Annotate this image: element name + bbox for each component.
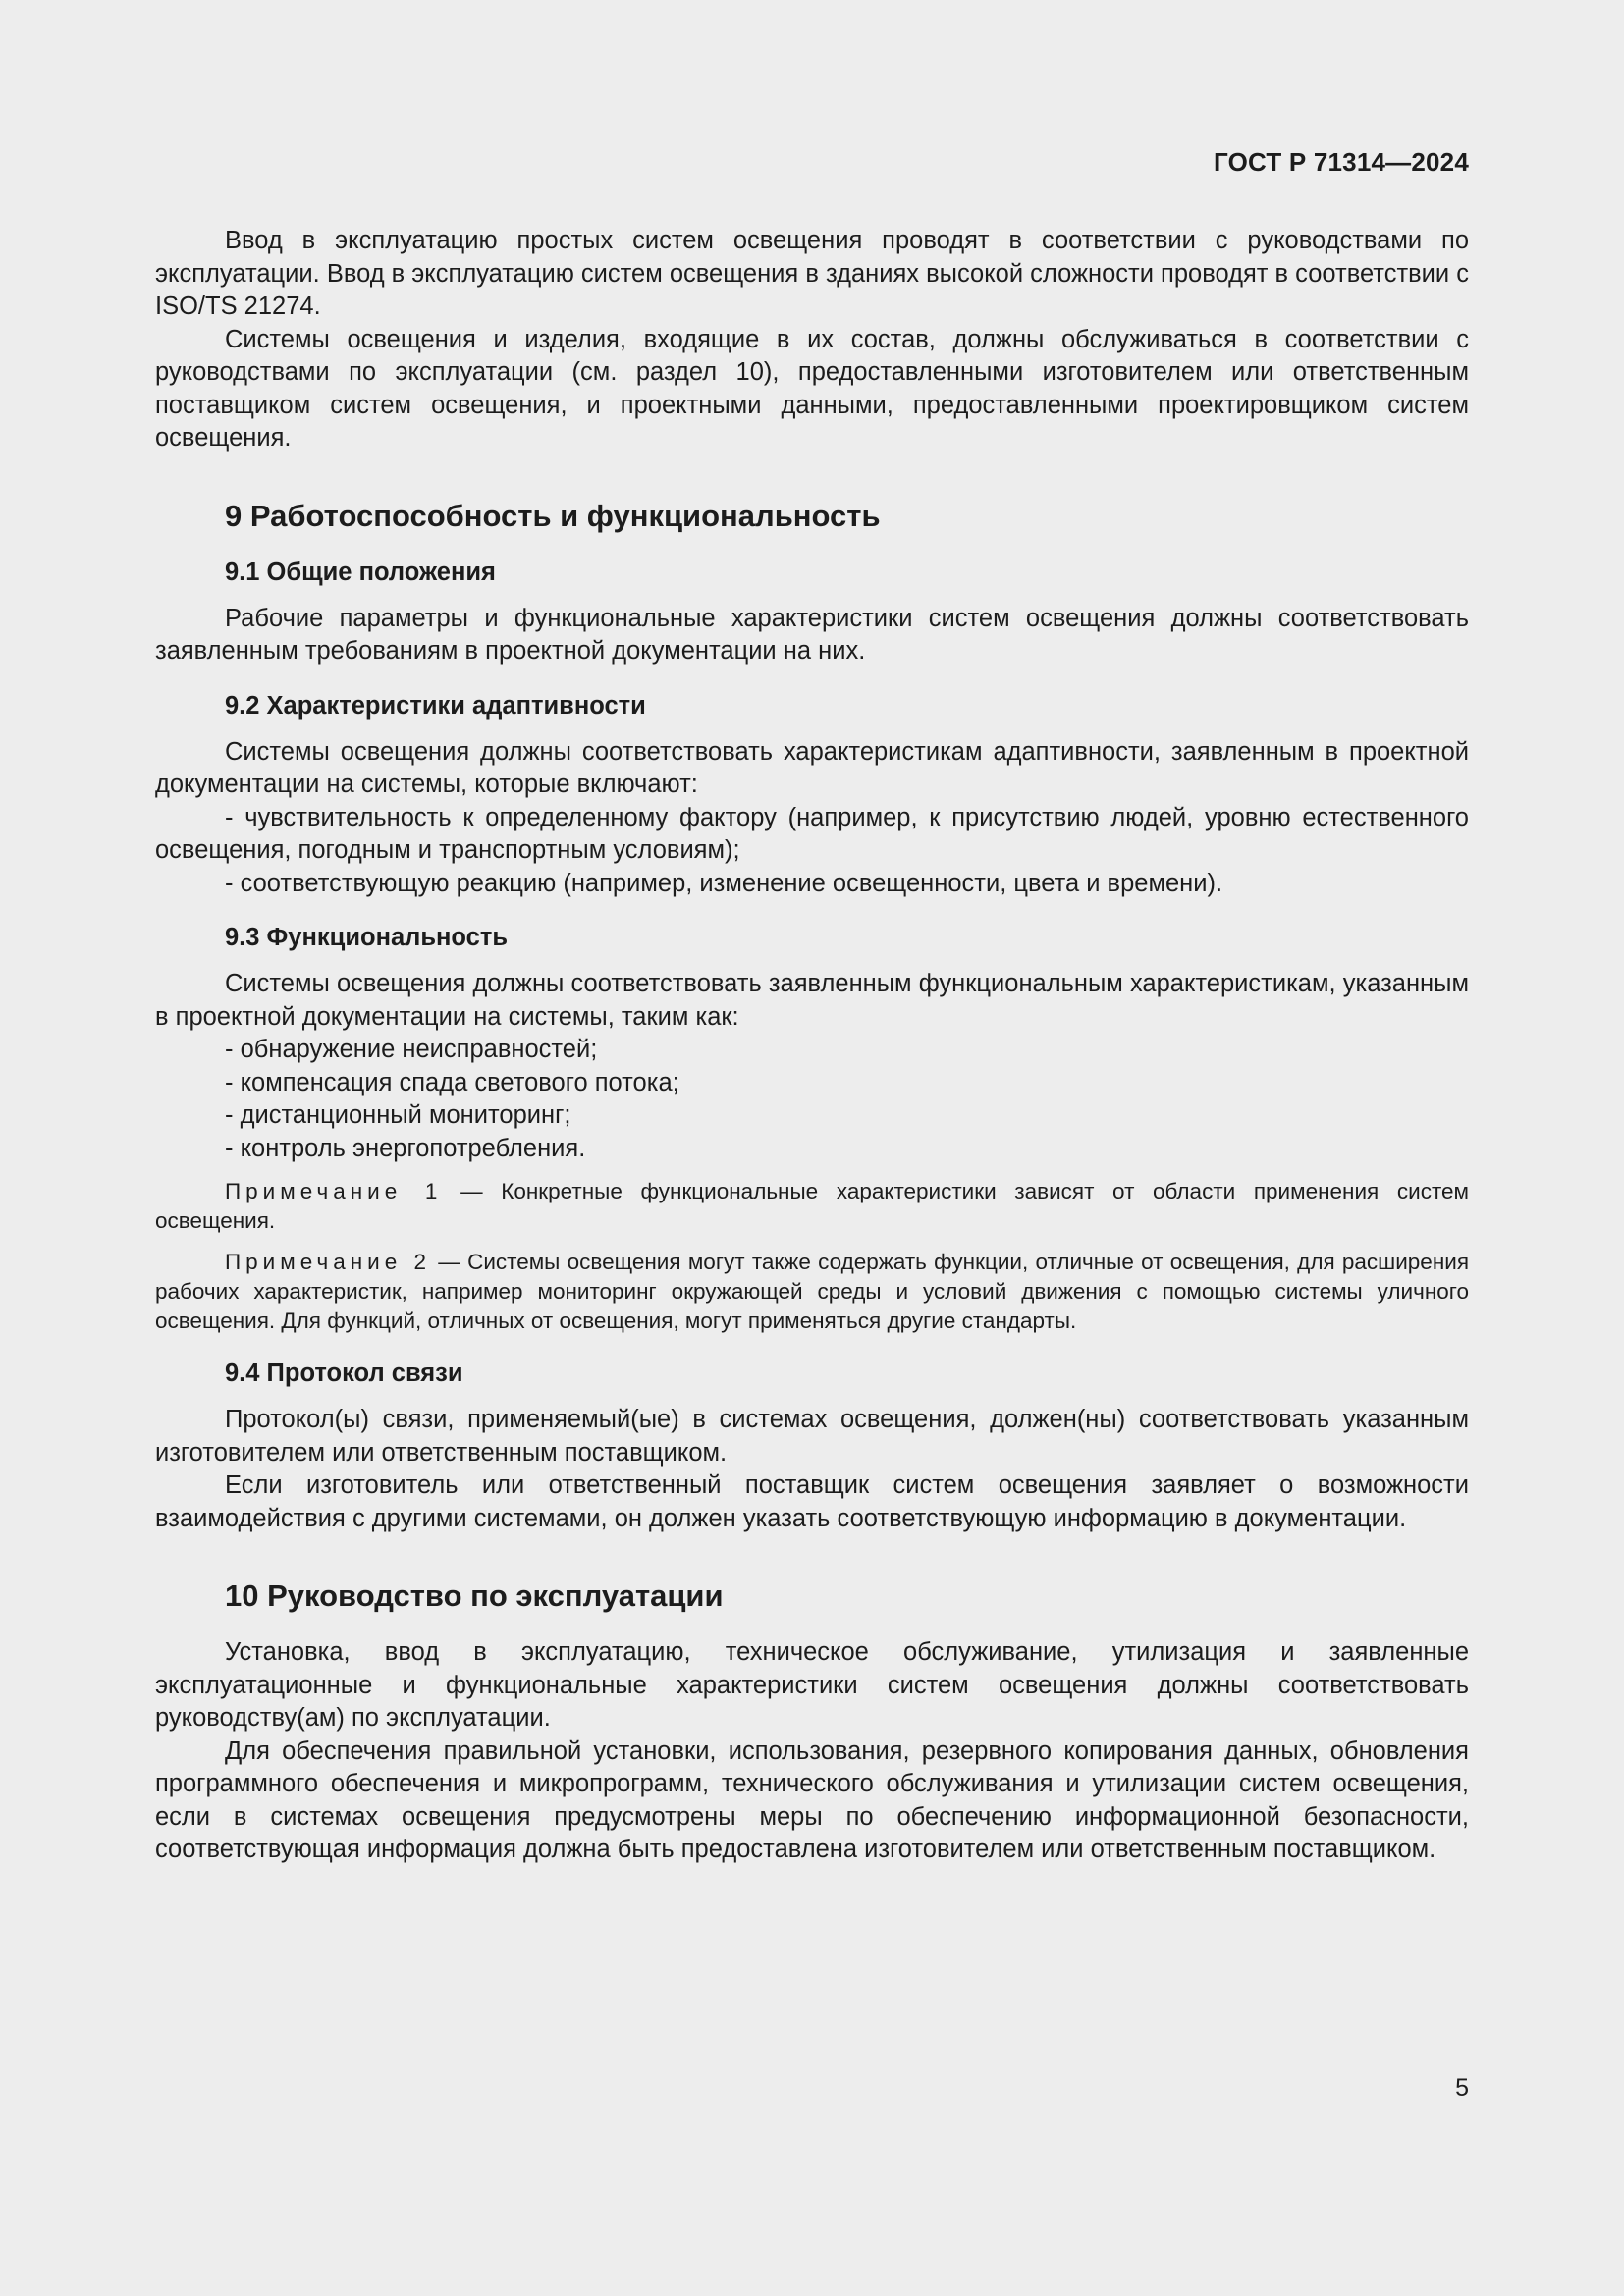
document-body (155, 225, 1469, 1867)
document-header-standard-code: ГОСТ Р 71314—2024 (1214, 147, 1469, 177)
section-9-title: 9 Работоспособность и функциональность (225, 498, 881, 533)
intro-paragraph-1: Ввод в эксплуатацию простых систем освещения проводят в соответствии с руководствами по эксплуатации. Ввод в эксплуатацию систем освещения в зданиях высокой сложности проводят в соответствии с ISO/TS 21274. (155, 227, 1469, 320)
section-10-title: 10 Руководство по эксплуатации (225, 1578, 724, 1613)
section-9-3-title: 9.3 Функциональность (225, 924, 509, 951)
note-2-label: Примечание 2 (225, 1250, 432, 1274)
note-1-label: Примечание 1 (225, 1179, 443, 1203)
section-9-1-title: 9.1 Общие положения (225, 558, 496, 586)
section-9-3-list-item: - обнаружение неисправностей; (225, 1036, 598, 1063)
section-9-2-list-item: - соответствующую реакцию (например, изменение освещенности, цвета и времени). (225, 869, 1223, 897)
section-9-2-title: 9.2 Характеристики адаптивности (225, 691, 646, 720)
section-9-4-paragraph-2: Если изготовитель или ответственный поставщик систем освещения заявляет о возможности взаимодействия с другими системами, он должен указать соответствующую информацию в документации. (155, 1471, 1469, 1532)
section-9-3-list-item: - дистанционный мониторинг; (225, 1101, 571, 1129)
section-9-3-list-item: - контроль энергопотребления. (225, 1134, 586, 1162)
section-9-1-paragraph: Рабочие параметры и функциональные характеристики систем освещения должны соответствовать заявленным требованиям в проектной документации на них. (155, 604, 1469, 665)
note-1-text: — Конкретные функциональные характеристики зависят от области применения систем освещения. (155, 1179, 1469, 1233)
section-10-paragraph-2: Для обеспечения правильной установки, использования, резервного копирования данных, обновления программного обеспечения и микропрограмм, технического обслуживания и утилизации систем освещения, если в системах освещения предусмотрены меры по обеспечению информационной безопасности, соответствующая информация должна быть предоставлена изготовителем или ответственным поставщиком. (155, 1736, 1469, 1863)
section-9-4-title: 9.4 Протокол связи (225, 1360, 463, 1387)
note-2 (155, 1248, 1469, 1336)
note-2-text: — Системы освещения могут также содержать функции, отличные от освещения, для расширения рабочих характеристик, например мониторинг окружающей среды и условий движения с помощью системы уличного освещения. Для функций, отличных от освещения, могут применяться другие стандарты. (155, 1250, 1470, 1333)
section-9-4-paragraph-1: Протокол(ы) связи, применяемый(ые) в системах освещения, должен(ны) соответствовать указанным изготовителем или ответственным поставщиком. (155, 1406, 1469, 1467)
intro-paragraph-2: Системы освещения и изделия, входящие в их состав, должны обслуживаться в соответствии с руководствами по эксплуатации (см. раздел 10), предоставленными изготовителем или ответственным поставщиком систем освещения, и проектными данными, предоставленными проектировщиком систем освещения. (155, 325, 1469, 452)
section-9-2-list-item: - чувствительность к определенному фактору (например, к присутствию людей, уровню естественного освещения, погодным и транспортным условиям); (155, 803, 1469, 864)
note-1 (155, 1177, 1469, 1236)
section-9-3-paragraph: Системы освещения должны соответствовать заявленным функциональным характеристикам, указанным в проектной документации на системы, таким как: (155, 970, 1469, 1031)
section-9-2-paragraph: Системы освещения должны соответствовать характеристикам адаптивности, заявленным в проектной документации на системы, которые включают: (155, 737, 1469, 798)
section-10-paragraph-1: Установка, ввод в эксплуатацию, техническое обслуживание, утилизация и заявленные эксплуатационные и функциональные характеристики систем освещения должны соответствовать руководству(ам) по эксплуатации. (155, 1638, 1469, 1732)
page-number: 5 (1455, 2074, 1469, 2102)
section-9-3-list-item: - компенсация спада светового потока; (225, 1068, 679, 1096)
